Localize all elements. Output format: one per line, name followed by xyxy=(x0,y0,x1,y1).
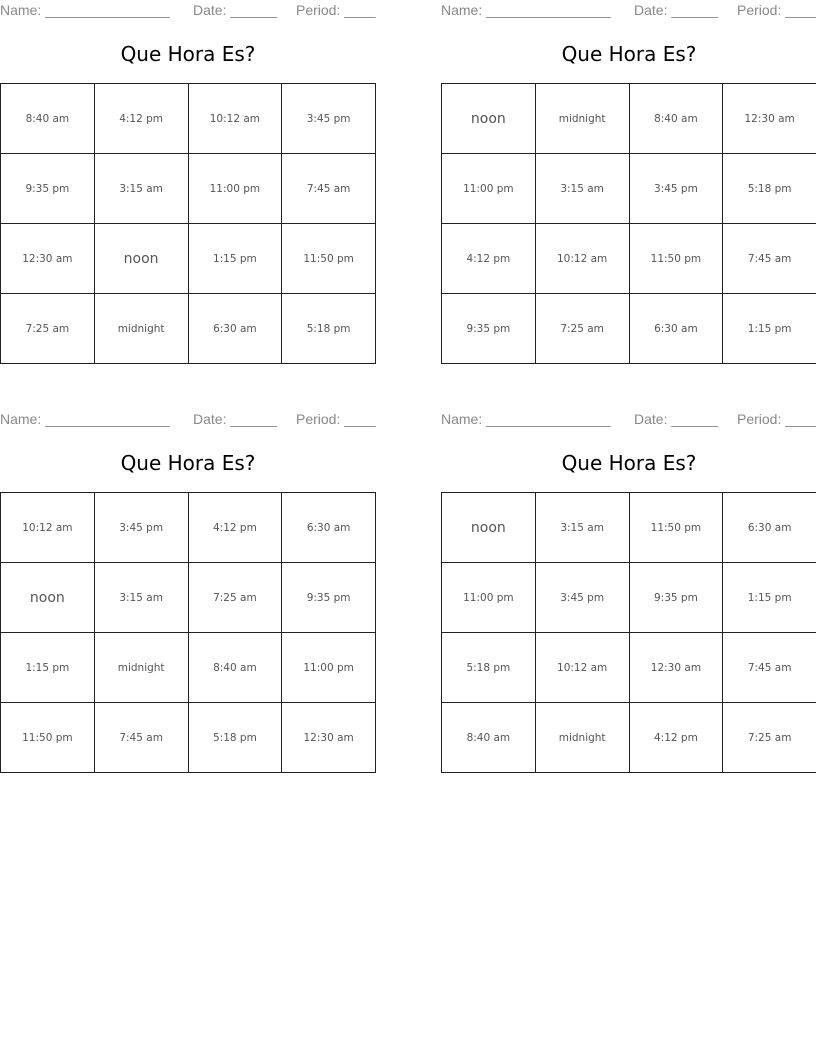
period-field[interactable]: Period: ____ xyxy=(737,411,816,427)
grid-cell[interactable]: 3:45 pm xyxy=(535,563,629,633)
grid-cell[interactable]: 6:30 am xyxy=(723,493,816,563)
grid-cell[interactable]: 7:45 am xyxy=(282,154,376,224)
grid-cell[interactable]: 12:30 am xyxy=(282,703,376,773)
grid-cell[interactable]: 11:50 pm xyxy=(1,703,95,773)
grid-cell[interactable]: 11:50 pm xyxy=(629,493,723,563)
grid-cell[interactable]: 7:25 am xyxy=(535,294,629,364)
grid-cell[interactable]: 5:18 pm xyxy=(723,154,816,224)
grid-row xyxy=(1,224,376,294)
bingo-grid xyxy=(0,492,376,773)
grid-row xyxy=(442,563,816,633)
grid-cell[interactable]: 11:50 pm xyxy=(629,224,723,294)
grid-cell[interactable]: 8:40 am xyxy=(629,84,723,154)
grid-cell[interactable]: 5:18 pm xyxy=(282,294,376,364)
date-field[interactable]: Date: ______ xyxy=(193,411,278,427)
grid-cell[interactable]: 3:45 pm xyxy=(282,84,376,154)
grid-cell[interactable]: noon xyxy=(442,84,536,154)
bingo-grid xyxy=(441,83,816,364)
date-field[interactable]: Date: ______ xyxy=(634,411,719,427)
grid-cell[interactable]: 11:00 pm xyxy=(442,563,536,633)
grid-cell[interactable]: 9:35 pm xyxy=(1,154,95,224)
student-info-line xyxy=(0,0,376,20)
grid-cell[interactable]: midnight xyxy=(94,294,188,364)
grid-cell[interactable]: 3:15 am xyxy=(94,154,188,224)
grid-cell[interactable]: 4:12 pm xyxy=(629,703,723,773)
grid-cell[interactable]: midnight xyxy=(535,703,629,773)
grid-row xyxy=(442,294,816,364)
student-info-line xyxy=(441,0,816,20)
grid-cell[interactable]: 10:12 am xyxy=(1,493,95,563)
grid-cell[interactable]: 7:45 am xyxy=(723,224,816,294)
period-field[interactable]: Period: ____ xyxy=(296,2,376,18)
grid-cell[interactable]: 10:12 am xyxy=(188,84,282,154)
grid-cell[interactable]: noon xyxy=(94,224,188,294)
student-info-line xyxy=(441,409,816,429)
grid-row xyxy=(1,154,376,224)
grid-cell[interactable]: 7:45 am xyxy=(723,633,816,703)
grid-cell[interactable]: 6:30 am xyxy=(188,294,282,364)
period-field[interactable]: Period: ____ xyxy=(737,2,816,18)
grid-cell[interactable]: 3:15 am xyxy=(535,493,629,563)
grid-row xyxy=(1,633,376,703)
grid-cell[interactable]: 1:15 pm xyxy=(188,224,282,294)
grid-cell[interactable]: 3:45 pm xyxy=(94,493,188,563)
grid-row xyxy=(1,703,376,773)
grid-cell[interactable]: 7:25 am xyxy=(723,703,816,773)
date-field[interactable]: Date: ______ xyxy=(634,2,719,18)
grid-row xyxy=(442,703,816,773)
grid-cell[interactable]: 3:45 pm xyxy=(629,154,723,224)
grid-cell[interactable]: midnight xyxy=(535,84,629,154)
grid-cell[interactable]: 10:12 am xyxy=(535,633,629,703)
grid-cell[interactable]: 7:25 am xyxy=(188,563,282,633)
grid-cell[interactable]: 9:35 pm xyxy=(442,294,536,364)
card-title: Que Hora Es? xyxy=(561,42,697,66)
grid-cell[interactable]: 5:18 pm xyxy=(442,633,536,703)
student-info-line xyxy=(0,409,376,429)
bingo-grid xyxy=(441,492,816,773)
grid-cell[interactable]: 8:40 am xyxy=(188,633,282,703)
grid-row xyxy=(1,493,376,563)
grid-cell[interactable]: 4:12 pm xyxy=(94,84,188,154)
grid-cell[interactable]: 11:00 pm xyxy=(188,154,282,224)
grid-cell[interactable]: 4:12 pm xyxy=(442,224,536,294)
card-title: Que Hora Es? xyxy=(120,451,256,475)
grid-cell[interactable]: 6:30 am xyxy=(629,294,723,364)
grid-cell[interactable]: midnight xyxy=(94,633,188,703)
bingo-grid xyxy=(0,83,376,364)
grid-row xyxy=(1,294,376,364)
grid-cell[interactable]: 9:35 pm xyxy=(629,563,723,633)
name-field[interactable]: Name: ________________ xyxy=(0,2,170,18)
grid-cell[interactable]: 11:00 pm xyxy=(442,154,536,224)
grid-cell[interactable]: 3:15 am xyxy=(535,154,629,224)
grid-cell[interactable]: 4:12 pm xyxy=(188,493,282,563)
name-field[interactable]: Name: ________________ xyxy=(441,2,611,18)
grid-cell[interactable]: 10:12 am xyxy=(535,224,629,294)
name-field[interactable]: Name: ________________ xyxy=(0,411,170,427)
grid-cell[interactable]: 3:15 am xyxy=(94,563,188,633)
grid-row xyxy=(442,633,816,703)
grid-cell[interactable]: 5:18 pm xyxy=(188,703,282,773)
grid-row xyxy=(1,563,376,633)
name-field[interactable]: Name: ________________ xyxy=(441,411,611,427)
grid-cell[interactable]: 12:30 am xyxy=(1,224,95,294)
grid-cell[interactable]: 11:50 pm xyxy=(282,224,376,294)
grid-cell[interactable]: 1:15 pm xyxy=(723,294,816,364)
grid-row xyxy=(442,493,816,563)
grid-row xyxy=(442,224,816,294)
grid-cell[interactable]: 1:15 pm xyxy=(723,563,816,633)
grid-row xyxy=(442,154,816,224)
grid-cell[interactable]: noon xyxy=(442,493,536,563)
grid-row xyxy=(442,84,816,154)
grid-row xyxy=(1,84,376,154)
grid-cell[interactable]: 7:25 am xyxy=(1,294,95,364)
grid-cell[interactable]: 12:30 am xyxy=(629,633,723,703)
grid-cell[interactable]: 9:35 pm xyxy=(282,563,376,633)
grid-cell[interactable]: 11:00 pm xyxy=(282,633,376,703)
period-field[interactable]: Period: ____ xyxy=(296,411,376,427)
grid-cell[interactable]: 8:40 am xyxy=(442,703,536,773)
grid-cell[interactable]: 12:30 am xyxy=(723,84,816,154)
grid-cell[interactable]: noon xyxy=(1,563,95,633)
grid-cell[interactable]: 7:45 am xyxy=(94,703,188,773)
grid-cell[interactable]: 1:15 pm xyxy=(1,633,95,703)
grid-cell[interactable]: 8:40 am xyxy=(1,84,95,154)
date-field[interactable]: Date: ______ xyxy=(193,2,278,18)
card-title: Que Hora Es? xyxy=(120,42,256,66)
grid-cell[interactable]: 6:30 am xyxy=(282,493,376,563)
card-title: Que Hora Es? xyxy=(561,451,697,475)
